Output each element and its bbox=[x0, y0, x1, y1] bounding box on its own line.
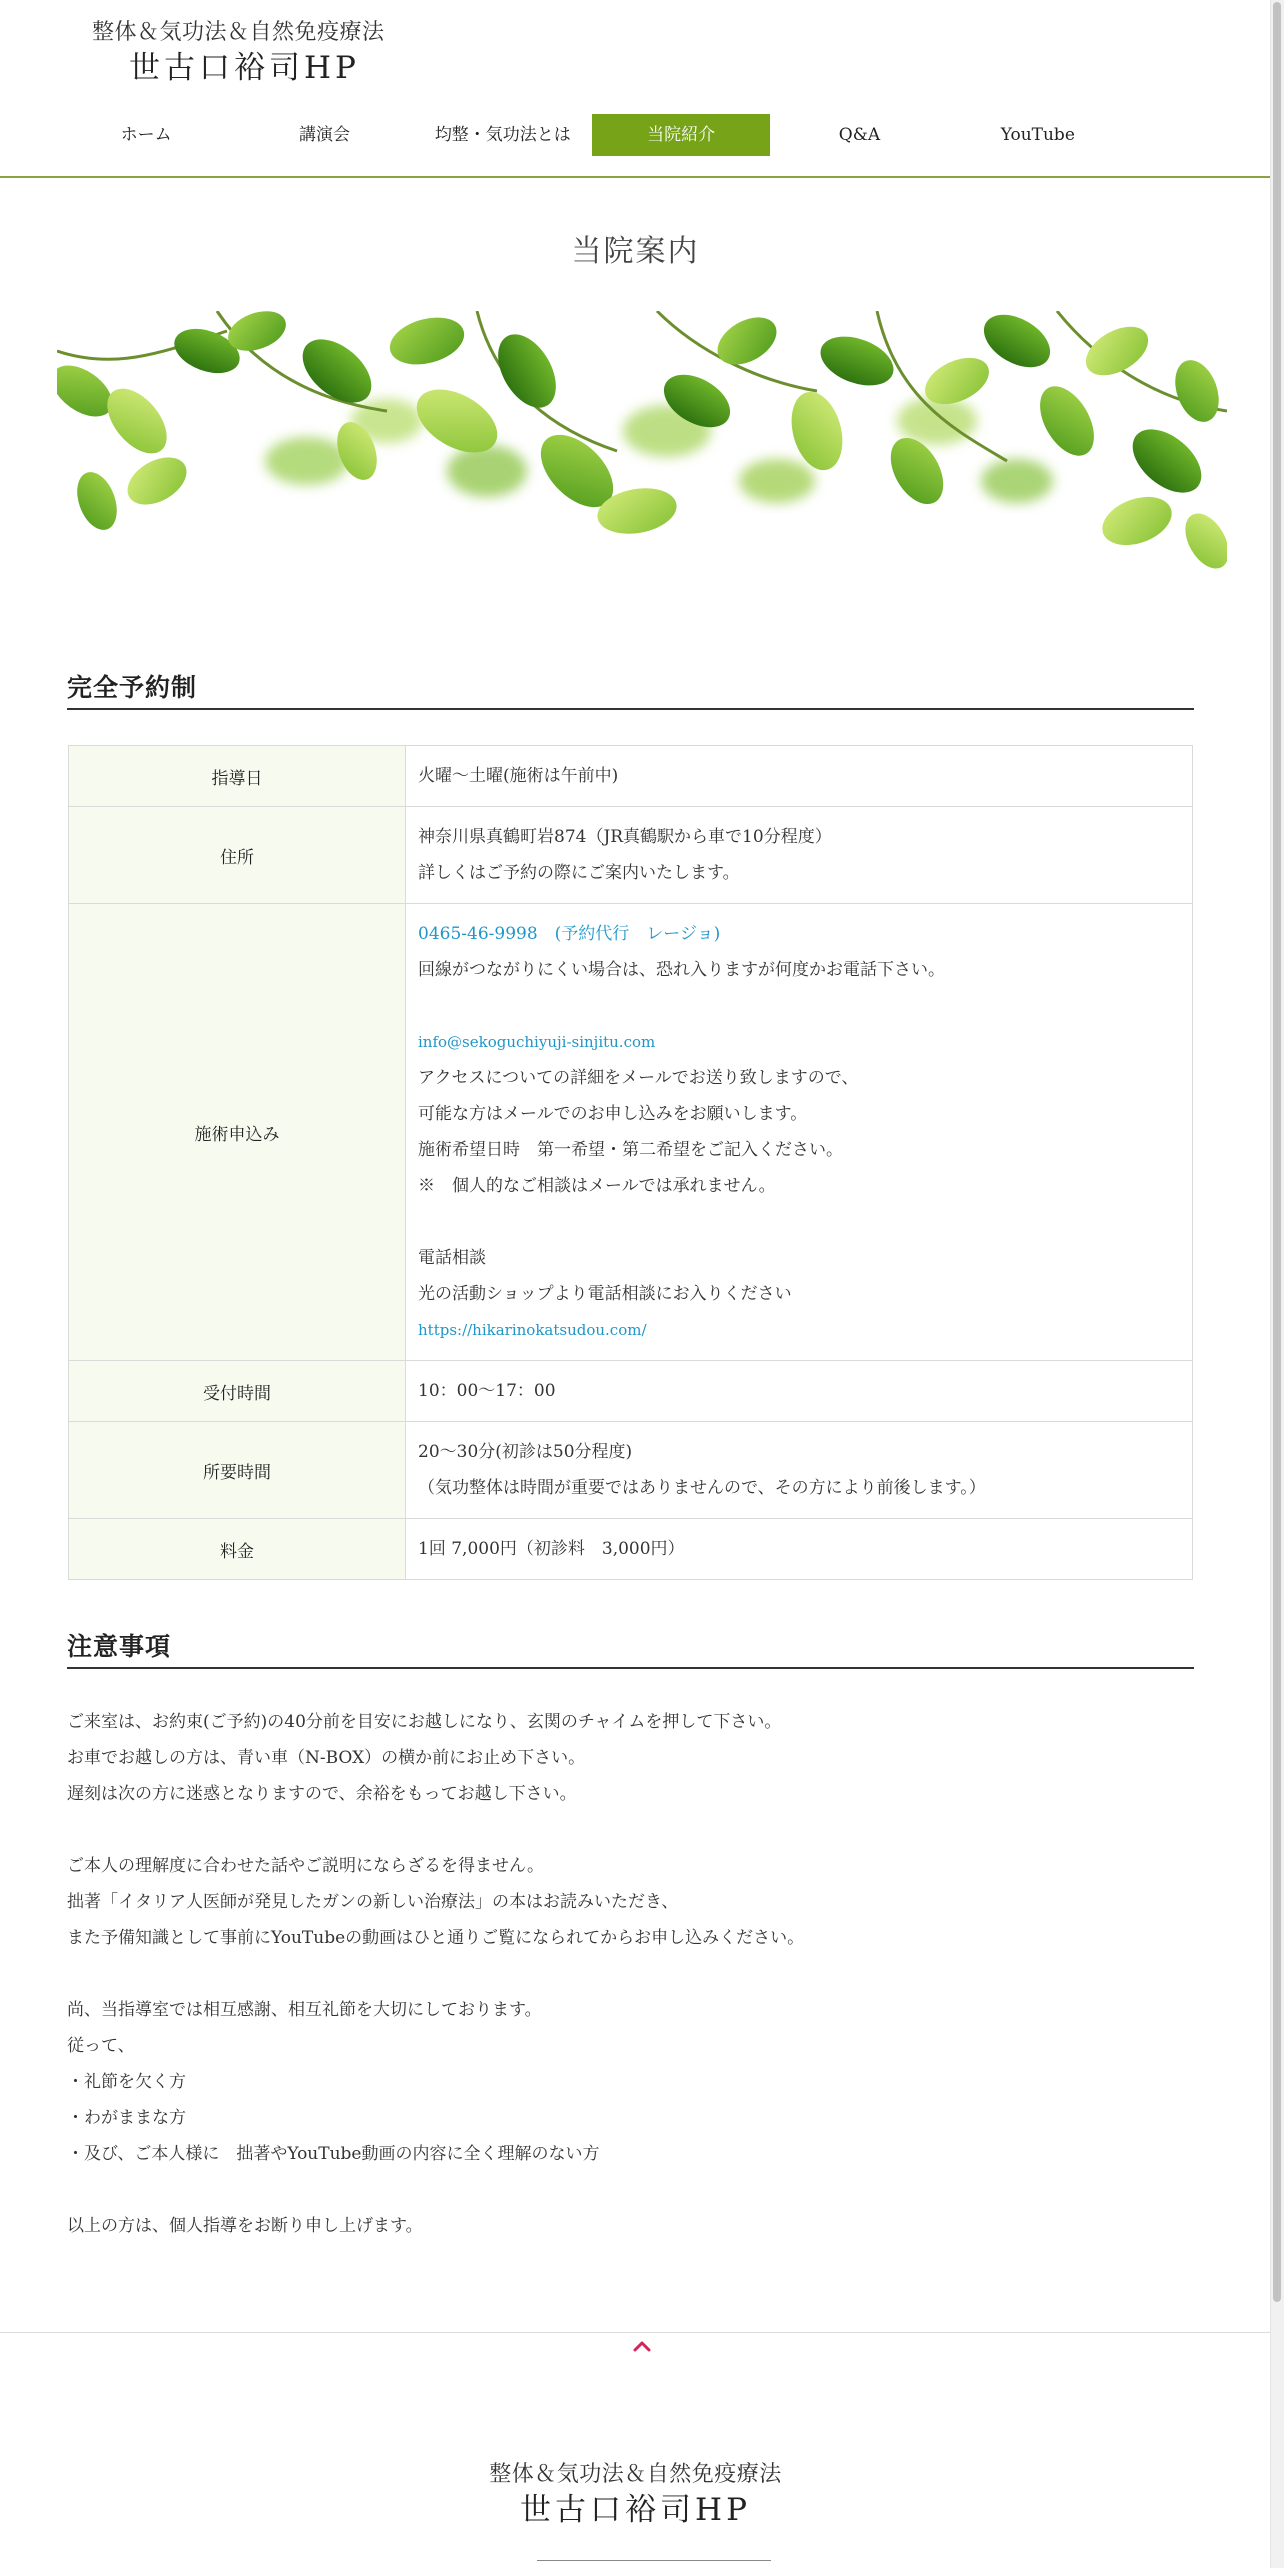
table-row bbox=[69, 807, 1193, 904]
footer-subtitle: 整体＆気功法＆自然免疫療法 bbox=[489, 2462, 782, 2487]
site-subtitle: 整体＆気功法＆自然免疫療法 bbox=[92, 20, 385, 45]
section-heading-reservation: 完全予約制 bbox=[67, 668, 1194, 710]
row-label: 受付時間 bbox=[69, 1361, 406, 1422]
back-to-top-button[interactable] bbox=[630, 2334, 654, 2360]
table-row bbox=[69, 1361, 1193, 1422]
notes-body: ご来室は、お約束(ご予約)の40分前を目安にお越しになり、玄関のチャイムを押して下さい。 お車でお越しの方は、青い車（N-BOX）の横か前にお止め下さい。 遅刻は次の方に迷惑となりますので、余裕をもってお越し下さい。 ご本人の理解度に合わせた話やご説明にならざるを得ません。 拙著「イタリア人医師が発見したガンの新しい治療法」の本はお読みいただき、 また予備知識として事前にYouTubeの動画はひと通りご覧になられてからお申し込みください。 尚、当指導室では相互感謝、相互礼節を大切にしております。 従って、 ・礼節を欠く方 ・わがままな方 ・及び、ご本人様に 拙著やYouTube動画の内容に全く理解のない方 以上の方は、個人指導をお断り申し上げます。 bbox=[67, 1712, 805, 2236]
hero-leaves-image bbox=[57, 311, 1227, 583]
row-value: 神奈川県真鶴町岩874（JR真鶴駅から車で10分程度） 詳しくはご予約の際にご案内いたします。 bbox=[406, 807, 1193, 904]
row-label: 所要時間 bbox=[69, 1422, 406, 1519]
table-row bbox=[69, 1422, 1193, 1519]
consult-title: 電話相談 bbox=[418, 1248, 486, 1268]
row-value: 火曜～土曜(施術は午前中) bbox=[406, 746, 1193, 807]
section-heading-notes: 注意事項 bbox=[67, 1627, 1194, 1669]
main-nav bbox=[57, 114, 1127, 156]
consult-url-link[interactable]: https://hikarinokatsudou.com/ bbox=[418, 1321, 647, 1339]
row-value: 10：00～17：00 bbox=[406, 1361, 1193, 1422]
leaves-illustration bbox=[57, 311, 1227, 583]
site-logo[interactable] bbox=[92, 18, 385, 88]
row-value: 0465-46-9998 (予約代行 レージョ) 回線がつながりにくい場合は、恐れ入りますが何度かお電話下さい。 info@sekoguchiyuji-sinjitu.com アクセスについての詳細をメールでお送り致しますので、 可能な方はメールでのお申し込みをお願いします。 施術希望日時 第一希望・第二希望をご記入ください。 ※ 個人的なご相談はメールでは承れません。 電話相談 光の活動ショップより電話相談にお入りください https://hikarinokatsudou.com/ bbox=[406, 904, 1193, 1361]
footer-title: 世古口裕司HP bbox=[520, 2492, 751, 2528]
page-title: 当院案内 bbox=[571, 234, 700, 269]
table-row bbox=[69, 904, 1193, 1361]
site-title: 世古口裕司HP bbox=[129, 50, 360, 86]
clinic-info-table bbox=[68, 745, 1193, 1580]
table-row bbox=[69, 746, 1193, 807]
row-label: 住所 bbox=[69, 807, 406, 904]
phone-link[interactable]: 0465-46-9998 (予約代行 レージョ) bbox=[418, 924, 721, 944]
table-row bbox=[69, 1519, 1193, 1580]
nav-youtube[interactable]: YouTube bbox=[1000, 125, 1075, 145]
phone-note: 回線がつながりにくい場合は、恐れ入りますが何度かお電話下さい。 bbox=[418, 960, 945, 980]
row-label: 料金 bbox=[69, 1519, 406, 1580]
footer-divider bbox=[0, 2332, 1271, 2333]
row-label: 施術申込み bbox=[69, 904, 406, 1361]
row-label: 指導日 bbox=[69, 746, 406, 807]
footer-rule bbox=[537, 2560, 771, 2561]
nav-home[interactable]: ホーム bbox=[120, 125, 172, 145]
email-link[interactable]: info@sekoguchiyuji-sinjitu.com bbox=[418, 1033, 656, 1051]
chevron-up-icon bbox=[630, 2334, 654, 2360]
footer-logo[interactable] bbox=[0, 2460, 1271, 2530]
scrollbar-thumb[interactable] bbox=[1273, 2, 1281, 2302]
page-scrollbar[interactable] bbox=[1270, 0, 1284, 2568]
row-value: 1回 7,000円（初診料 3,000円） bbox=[406, 1519, 1193, 1580]
site-header bbox=[0, 0, 1271, 178]
consult-text: 光の活動ショップより電話相談にお入りください bbox=[418, 1284, 792, 1304]
nav-qa[interactable]: Q&A bbox=[838, 125, 881, 145]
nav-clinic[interactable]: 当院紹介 bbox=[592, 114, 770, 156]
row-value: 20～30分(初診は50分程度) （気功整体は時間が重要ではありませんので、その方により前後します。） bbox=[406, 1422, 1193, 1519]
nav-about-kikou[interactable]: 均整・気功法とは bbox=[434, 125, 571, 145]
nav-lectures[interactable]: 講演会 bbox=[298, 125, 350, 145]
